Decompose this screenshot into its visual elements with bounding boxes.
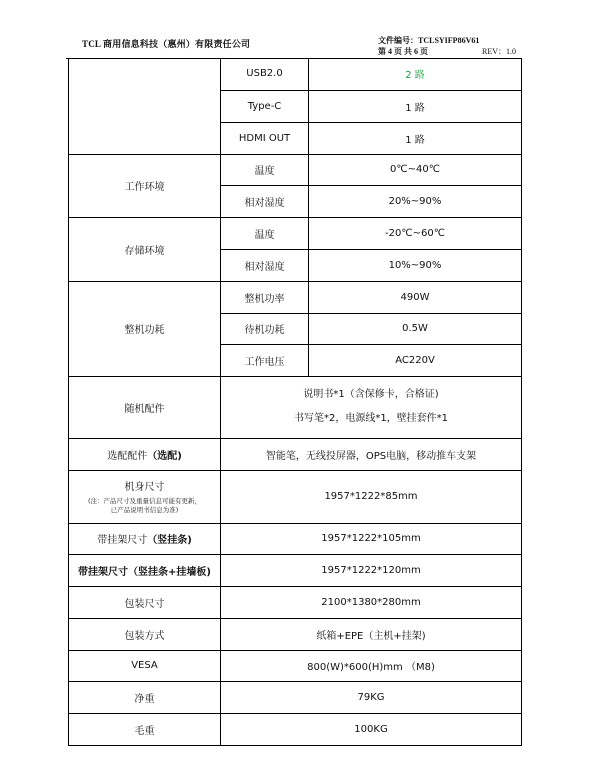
row-label: 带挂架尺寸（竖挂条+挂墙板) xyxy=(69,554,221,586)
param-cell: 相对湿度 xyxy=(221,185,309,217)
doc-number: TCLSYIFP86V61 xyxy=(418,36,480,45)
optional-label: 选配配件 xyxy=(107,450,148,462)
value-cell: 0.5W xyxy=(309,313,522,344)
dimensions-label: 机身尺寸 xyxy=(124,482,165,493)
row-label: 整机功耗 xyxy=(69,281,221,376)
table-row xyxy=(69,713,522,745)
row-label: 工作环境 xyxy=(69,154,221,217)
value-cell: 0℃~40℃ xyxy=(309,154,522,185)
param-cell: Type-C xyxy=(221,90,309,122)
value-cell: -20℃~60℃ xyxy=(309,217,522,249)
value-cell: 490W xyxy=(309,281,522,313)
row-label xyxy=(69,523,221,554)
table-row xyxy=(69,618,522,650)
table-row xyxy=(69,681,522,713)
value-cell: 20%~90% xyxy=(309,185,522,217)
page-indicator: 第 4 页 共 6 页 xyxy=(378,47,428,56)
value-cell: 2100*1380*280mm xyxy=(221,586,522,618)
page-rev-line xyxy=(378,46,516,57)
revision: REV：1.0 xyxy=(482,47,516,56)
bracket-label: 带挂架尺寸 xyxy=(97,535,148,546)
table-row xyxy=(69,217,522,249)
row-label: 净重 xyxy=(69,681,221,713)
dimensions-note-line-2: 已产品说明书信息为准) xyxy=(110,506,179,514)
accessories-line-2: 书写笔*2，电源线*1，壁挂套件*1 xyxy=(293,413,449,424)
value-cell: 1957*1222*85mm xyxy=(221,470,522,523)
value-cell: 1957*1222*105mm xyxy=(221,523,522,554)
param-cell: 待机功耗 xyxy=(221,313,309,344)
table-row xyxy=(69,281,522,313)
value-cell: 1957*1222*120mm xyxy=(221,554,522,586)
param-cell: 温度 xyxy=(221,217,309,249)
table-row xyxy=(69,554,522,586)
param-cell: HDMI OUT xyxy=(221,122,309,154)
table-row xyxy=(69,470,522,523)
bracket-label-emph: （竖挂条) xyxy=(147,535,192,546)
dimensions-note xyxy=(69,497,220,515)
value-cell: AC220V xyxy=(309,344,522,376)
row-label xyxy=(69,470,221,523)
row-label: 存储环境 xyxy=(69,217,221,281)
table-row xyxy=(69,650,522,681)
table-row xyxy=(69,58,522,90)
company-name: TCL 商用信息科技（惠州）有限责任公司 xyxy=(82,39,251,49)
doc-number-line xyxy=(378,35,516,46)
dimensions-note-line-1: (注：产品尺寸及重量信息可能有更新， xyxy=(87,497,202,505)
optional-label-emph: （选配) xyxy=(147,450,182,462)
row-label: 包装尺寸 xyxy=(69,586,221,618)
table-row xyxy=(69,586,522,618)
value-cell: 1 路 xyxy=(309,90,522,122)
row-label: 包装方式 xyxy=(69,618,221,650)
value-cell: 1 路 xyxy=(309,122,522,154)
param-cell: 温度 xyxy=(221,154,309,185)
value-cell: 10%~90% xyxy=(309,249,522,281)
value-cell: 智能笔，无线投屏器，OPS电脑，移动推车支架 xyxy=(221,438,522,470)
value-cell: 纸箱+EPE（主机+挂架) xyxy=(221,618,522,650)
accessories-line-1: 说明书*1（含保修卡，合格证) xyxy=(303,389,439,400)
row-label xyxy=(69,438,221,470)
param-cell: 整机功率 xyxy=(221,281,309,313)
value-cell: 800(W)*600(H)mm （M8) xyxy=(221,650,522,681)
param-cell: 相对湿度 xyxy=(221,249,309,281)
row-label: 随机配件 xyxy=(69,376,221,438)
param-cell: USB2.0 xyxy=(221,58,309,90)
doc-number-label: 文件编号： xyxy=(378,36,418,45)
value-cell: 79KG xyxy=(221,681,522,713)
table-row xyxy=(69,376,522,438)
row-label: VESA xyxy=(69,650,221,681)
row-label: 毛重 xyxy=(69,713,221,745)
value-cell: 100KG xyxy=(221,713,522,745)
param-cell: 工作电压 xyxy=(221,344,309,376)
value-cell: 2 路 xyxy=(309,58,522,90)
table-row xyxy=(69,438,522,470)
table-row xyxy=(69,523,522,554)
value-cell xyxy=(221,376,522,438)
spec-table xyxy=(68,58,522,746)
interface-group-cell xyxy=(69,58,221,154)
table-row xyxy=(69,154,522,185)
doc-info xyxy=(378,35,516,57)
